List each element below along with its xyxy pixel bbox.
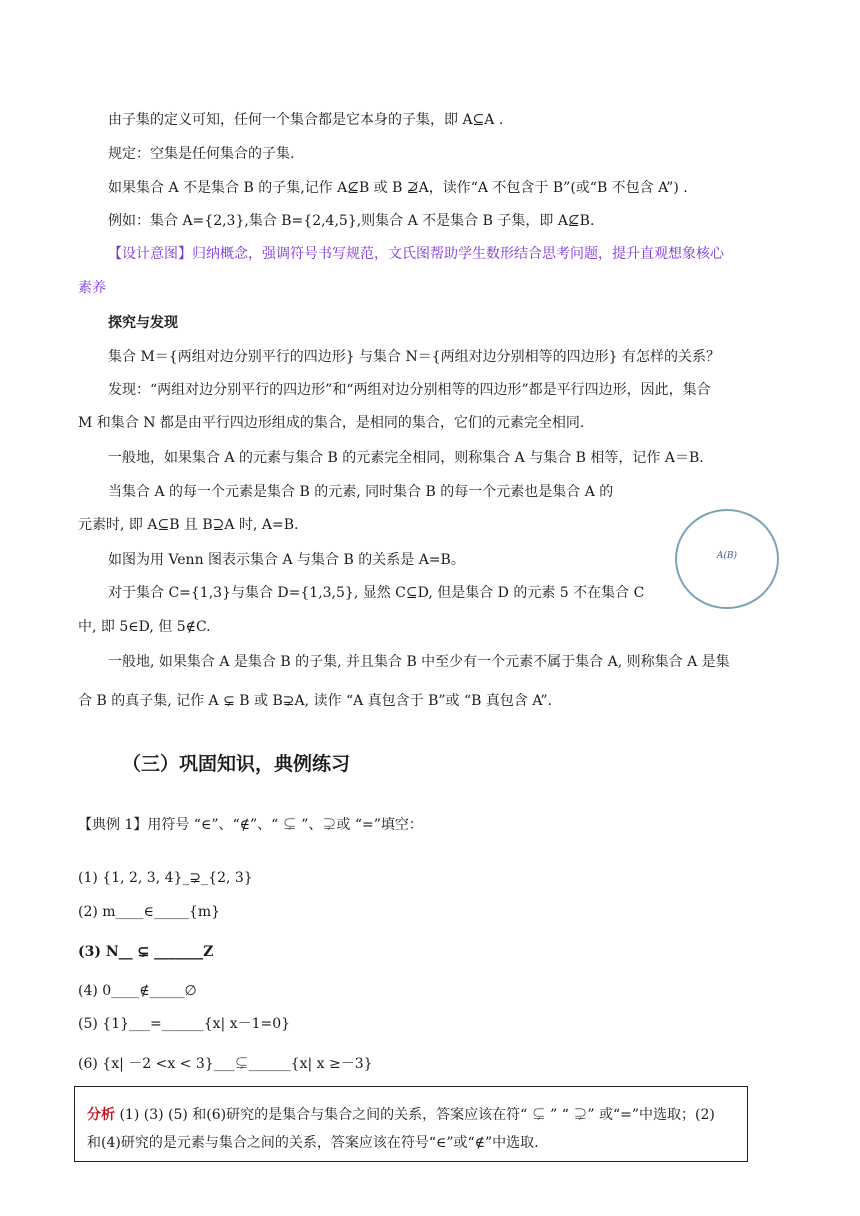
analysis-box xyxy=(74,1086,748,1162)
section-heading: （三）巩固知识，典例练习 xyxy=(122,753,351,775)
explore-heading: 探究与发现 xyxy=(108,315,178,331)
question-6: (6) {x| －2 <x < 3}___⊊______{x| x ≥－3} xyxy=(78,1056,373,1072)
venn-diagram xyxy=(675,509,779,609)
question-5: (5) {1}___=______{x| x－1=0} xyxy=(78,1016,291,1032)
analysis-text-1: (1) (3) (5) 和(6)研究的是集合与集合之间的关系，答案应该在符“ ⊊ ” “ ⊋” 或“=”中选取；(2) xyxy=(115,1107,715,1123)
venn-label: A(B) xyxy=(716,551,738,561)
finding-line-1: 发现：“两组对边分别平行的四边形”和“两组对边分别相等的四边形”都是平行四边形，因此，集合 xyxy=(108,382,711,398)
design-intent: 【设计意图】归纳概念，强调符号书写规范，文氏图帮助学生数形结合思考问题，提升直观想象核心 xyxy=(108,246,724,262)
design-intent-continued: 素养 xyxy=(78,280,106,296)
paragraph-empty-set-rule: 规定：空集是任何集合的子集. xyxy=(108,146,295,162)
proper-subset-line-2: 合 B 的真子集, 记作 A ⊊ B 或 B⊋A, 读作 “A 真包含于 B”或 “B 真包含 A”. xyxy=(78,693,553,709)
question-3: (3) N__ ⊊ _______Z xyxy=(78,944,214,960)
question-1: (1) {1, 2, 3, 4}_⊋_{2, 3} xyxy=(78,870,253,886)
question-2: (2) m____∈_____{m} xyxy=(78,904,221,920)
example-1-prompt: 【典例 1】用符号 “∈”、“∉”、“ ⊊ ”、⊋或 “=”填空： xyxy=(78,817,423,833)
explore-question: 集合 M＝{两组对边分别平行的四边形} 与集合 N＝{两组对边分别相等的四边形} 有怎样的关系？ xyxy=(108,349,721,365)
paragraph-self-subset: 由子集的定义可知，任何一个集合都是它本身的子集，即 A⊆A . xyxy=(108,112,504,128)
analysis-line-1 xyxy=(87,1105,715,1125)
equality-condition-line-1: 当集合 A 的每一个元素是集合 B 的元素, 同时集合 B 的每一个元素也是集合 A 的 xyxy=(108,484,614,500)
paragraph-not-subset: 如果集合 A 不是集合 B 的子集,记作 A⊈B 或 B ⊉A，读作“A 不包含于 B”(或“B 不包含 A”) . xyxy=(108,180,688,196)
finding-line-2: M 和集合 N 都是由平行四边形组成的集合，是相同的集合，它们的元素完全相同. xyxy=(78,415,585,431)
subset-example-line-2: 中, 即 5∈D, 但 5∉C. xyxy=(78,619,211,635)
equal-definition: 一般地，如果集合 A 的元素与集合 B 的元素完全相同，则称集合 A 与集合 B 相等，记作 A＝B. xyxy=(108,450,704,466)
paragraph-example-not-subset: 例如：集合 A={2,3},集合 B={2,4,5},则集合 A 不是集合 B 子集，即 A⊈B. xyxy=(108,213,595,229)
venn-description: 如图为用 Venn 图表示集合 A 与集合 B 的关系是 A=B。 xyxy=(108,552,465,568)
proper-subset-line-1: 一般地, 如果集合 A 是集合 B 的子集, 并且集合 B 中至少有一个元素不属于集合 A, 则称集合 A 是集 xyxy=(108,654,730,670)
subset-example-line-1: 对于集合 C={1,3}与集合 D={1,3,5}, 显然 C⊆D, 但是集合 D 的元素 5 不在集合 C xyxy=(108,585,645,601)
question-4: (4) 0____∉_____∅ xyxy=(78,983,197,999)
analysis-label: 分析 xyxy=(87,1107,115,1123)
equality-condition-line-2: 元素时, 即 A⊆B 且 B⊇A 时, A=B. xyxy=(78,517,299,533)
analysis-line-2: 和(4)研究的是元素与集合之间的关系，答案应该在符号“∈”或“∉”中选取. xyxy=(87,1135,539,1151)
